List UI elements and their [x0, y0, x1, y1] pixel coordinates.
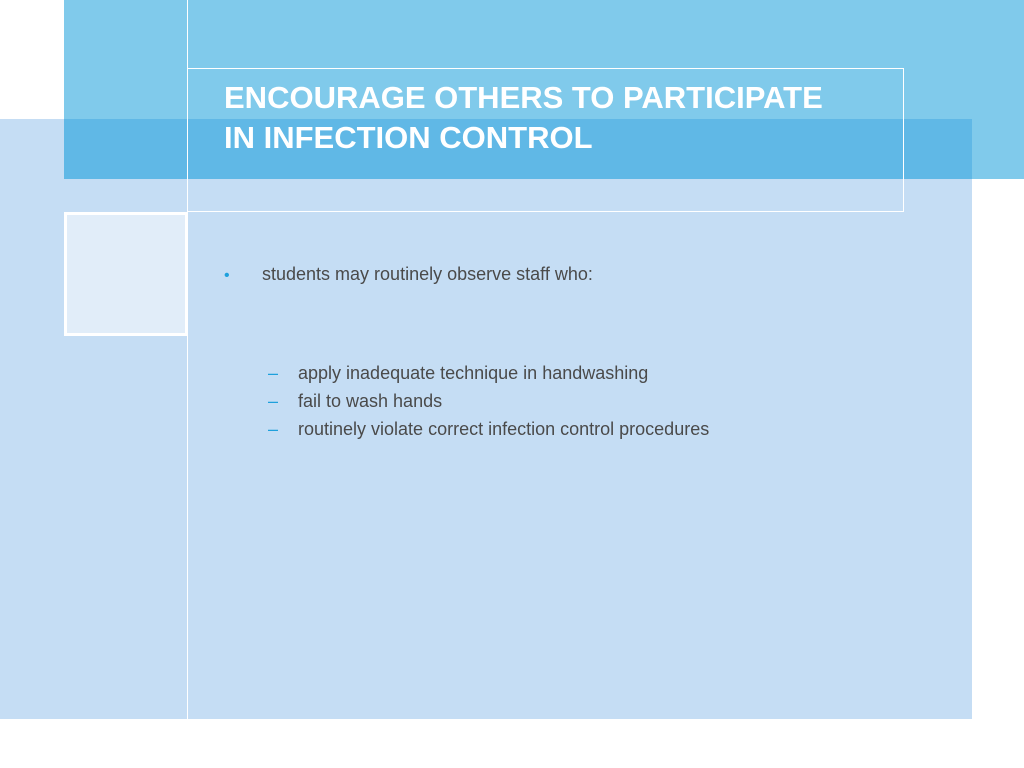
dash-icon: –	[268, 391, 279, 411]
slide-content	[224, 262, 944, 443]
bullet-text: students may routinely observe staff who:	[262, 264, 593, 284]
sub-item-text: apply inadequate technique in handwashing	[298, 363, 649, 383]
sub-list	[268, 359, 944, 443]
dash-icon: –	[268, 419, 279, 439]
dash-icon: –	[268, 363, 279, 383]
sub-list-item	[268, 415, 944, 443]
sub-item-text: fail to wash hands	[298, 391, 443, 411]
bullet-icon: •	[224, 267, 230, 284]
sub-list-item	[268, 359, 944, 387]
decorative-square	[64, 212, 188, 336]
title-line-1: ENCOURAGE OTHERS TO PARTICIPATE	[224, 80, 823, 115]
bullet-item	[224, 262, 944, 288]
sub-item-text: routinely violate correct infection control procedures	[298, 419, 710, 439]
sub-list-item	[268, 387, 944, 415]
slide-title	[224, 78, 896, 158]
title-line-2: IN INFECTION CONTROL	[224, 120, 593, 155]
